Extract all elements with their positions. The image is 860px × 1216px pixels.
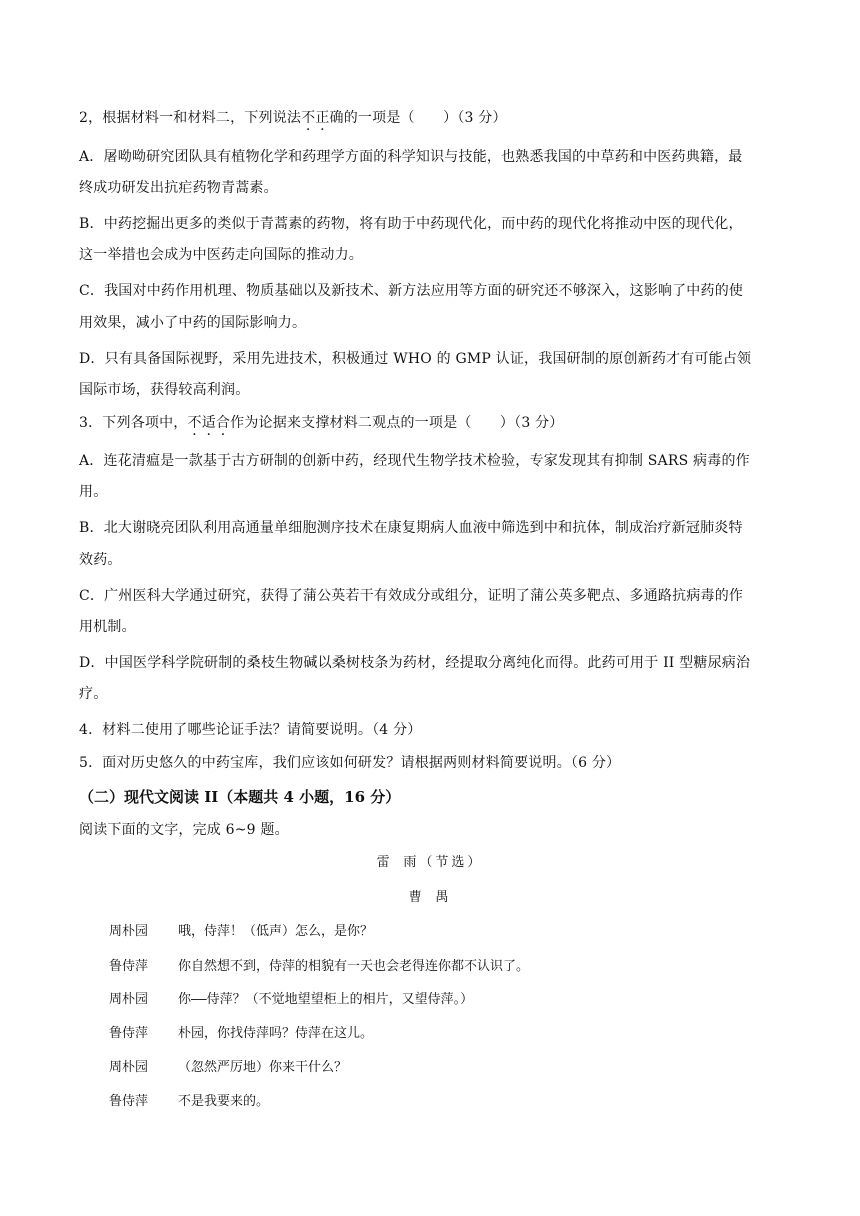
question-3-option-a: A．连花清瘟是一款基于古方研制的创新中药，经现代生物学技术检验，专家发现其有抑制 SARS 病毒的作 <box>79 453 750 469</box>
question-3-option-c: C．广州医科大学通过研究，获得了蒲公英若干有效成分或组分，证明了蒲公英多靶点、多通路抗病毒的作 <box>79 588 744 604</box>
question-3-option-d: D．中国医学科学院研制的桑枝生物碱以桑树枝条为药材，经提取分离纯化而得。此药可用于 II 型糖尿病治 <box>79 655 751 671</box>
dialogue-line <box>109 1092 269 1112</box>
dialogue-line <box>109 957 529 977</box>
question-2-option-a: A．屠呦呦研究团队具有植物化学和药理学方面的科学知识与技能，也熟悉我国的中草药和中医药典籍，最 <box>79 149 743 165</box>
question-3-option-a-cont: 用。 <box>79 484 108 500</box>
dialogue-text: （忽然严厉地）你来干什么？ <box>178 1060 348 1075</box>
question-3-option-b: B．北大谢晓亮团队利用高通量单细胞测序技术在康复期病人血液中筛选到中和抗体，制成治疗新冠肺炎特 <box>79 520 743 536</box>
question-3-option-d-cont: 疗。 <box>79 686 108 702</box>
speaker-name: 鲁侍萍 <box>109 1094 149 1109</box>
question-4: 4．材料二使用了哪些论证手法？请简要说明。（4 分） <box>79 722 422 738</box>
question-2-option-c: C．我国对中药作用机理、物质基础以及新技术、新方法应用等方面的研究还不够深入，这影响了中药的使 <box>79 283 744 299</box>
question-5: 5．面对历史悠久的中药宝库，我们应该如何研发？请根据两则材料简要说明。（6 分） <box>79 755 621 771</box>
emphasis-char: 适 <box>201 415 216 431</box>
dialogue-line <box>109 990 473 1010</box>
speaker-name: 周朴园 <box>109 1060 149 1075</box>
reading-instruction: 阅读下面的文字，完成 6~9 题。 <box>79 822 289 838</box>
question-3-stem: 3．下列各项中，不适合作为论据来支撑材料二观点的一项是（ ）（3 分） <box>79 415 564 431</box>
speaker-name: 鲁侍萍 <box>109 1026 149 1041</box>
dialogue-line <box>109 922 373 942</box>
emphasis-char: 合 <box>215 415 231 431</box>
question-2-option-a-cont: 终成功研发出抗疟药物青蒿素。 <box>79 180 278 196</box>
section-heading: （二）现代文阅读 II（本题共 4 小题，16 分） <box>79 788 401 806</box>
emphasis-char: 正 <box>315 110 330 126</box>
emphasis-char: 不 <box>187 415 202 431</box>
speaker-name: 鲁侍萍 <box>109 959 149 974</box>
dialogue-text: 你自然想不到，侍萍的相貌有一天也会老得连你都不认识了。 <box>178 959 530 974</box>
question-3-option-c-cont: 用机制。 <box>79 619 136 635</box>
passage-author: 曹 禺 <box>408 890 452 905</box>
question-2-option-c-cont: 用效果，减小了中药的国际影响力。 <box>79 315 307 331</box>
emphasis-char: 不 <box>301 110 316 126</box>
speaker-name: 周朴园 <box>109 992 149 1007</box>
dialogue-line <box>109 1024 373 1044</box>
question-2-option-d: D．只有具备国际视野，采用先进技术，积极通过 WHO 的 GMP 认证，我国研制的原创新药才有可能占领 <box>79 351 752 367</box>
dialogue-text: 朴园，你找侍萍吗？侍萍在这儿。 <box>178 1026 374 1041</box>
question-2-option-d-cont: 国际市场，获得较高利润。 <box>79 382 250 398</box>
question-2-option-b-cont: 这一举措也会成为中医药走向国际的推动力。 <box>79 247 363 263</box>
question-2-stem: 2，根据材料一和材料二，下列说法不正确的一项是（ ）（3 分） <box>79 110 507 126</box>
dialogue-line <box>109 1058 347 1078</box>
dialogue-text: 哦，侍萍！（低声）怎么，是你？ <box>178 924 374 939</box>
speaker-name: 周朴园 <box>109 924 149 939</box>
dialogue-text: 你——侍萍？（不觉地望望柜上的相片，又望侍萍。） <box>178 992 474 1007</box>
passage-title: 雷 雨（节选） <box>376 855 484 870</box>
dialogue-text: 不是我要来的。 <box>178 1094 270 1109</box>
question-2-option-b: B．中药挖掘出更多的类似于青蒿素的药物，将有助于中药现代化，而中药的现代化将推动中医的现代化， <box>79 216 743 232</box>
question-3-option-b-cont: 效药。 <box>79 552 122 568</box>
